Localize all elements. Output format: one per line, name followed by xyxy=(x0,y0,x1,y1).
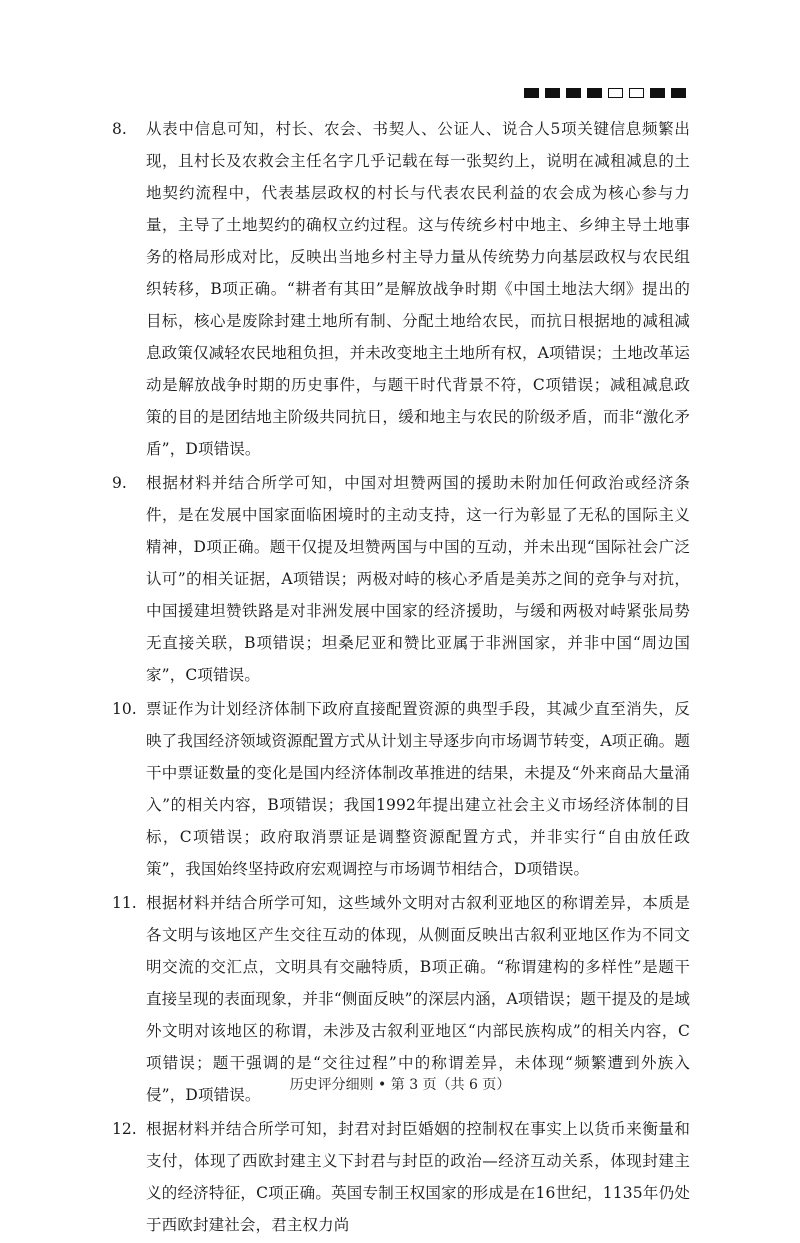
item-text: 根据材料并结合所学可知，这些域外文明对古叙利亚地区的称谓差异，本质是各文明与该地区产生交往互动的体现，从侧面反映出古叙利亚地区作为不同文明交流的交汇点，文明具有交融特质，B项正确。“称谓建构的多样性”是题干直接呈现的表面现象，并非“侧面反映”的深层内涵，A项错误；题干提及的是域外文明对该地区的称谓，未涉及古叙利亚地区“内部民族构成”的相关内容，C项错误；题干强调的是“交往过程”中的称谓差异，未体现“频繁遭到外族入侵”，D项错误。 xyxy=(146,894,690,1104)
item-number: 9. xyxy=(112,474,127,492)
item-number: 11. xyxy=(112,894,137,912)
item-text: 根据材料并结合所学可知，中国对坦赞两国的援助未附加任何政治或经济条件，是在发展中国家面临困境时的主动支持，这一行为彰显了无私的国际主义精神，D项正确。题干仅提及坦赞两国与中国的互动，并未出现“国际社会广泛认可”的相关证据，A项错误；两极对峙的核心矛盾是美苏之间的竞争与对抗，中国援建坦赞铁路是对非洲发展中国家的经济援助，与缓和两极对峙紧张局势无直接关联，B项错误；坦桑尼亚和赞比亚属于非洲国家，并非中国“周边国家”，C项错误。 xyxy=(146,474,690,684)
answer-item-12 xyxy=(112,1113,690,1241)
header-mark xyxy=(608,88,623,98)
header-mark xyxy=(650,88,665,98)
header-mark xyxy=(587,88,602,98)
header-marks xyxy=(524,88,686,98)
item-number: 8. xyxy=(112,120,127,138)
item-number: 12. xyxy=(112,1120,137,1138)
page-footer: 历史评分细则 • 第 3 页（共 6 页） xyxy=(289,1077,511,1093)
header-mark xyxy=(566,88,581,98)
answer-item-10 xyxy=(112,693,690,885)
item-text: 票证作为计划经济体制下政府直接配置资源的典型手段，其减少直至消失，反映了我国经济领域资源配置方式从计划主导逐步向市场调节转变，A项正确。题干中票证数量的变化是国内经济体制改革推进的结果，未提及“外来商品大量涌入”的相关内容，B项错误；我国1992年提出建立社会主义市场经济体制的目标，C项错误；政府取消票证是调整资源配置方式，并非实行“自由放任政策”，我国始终坚持政府宏观调控与市场调节相结合，D项错误。 xyxy=(146,700,690,878)
answer-item-9 xyxy=(112,467,690,691)
item-text: 根据材料并结合所学可知，封君对封臣婚姻的控制权在事实上以货币来衡量和支付，体现了西欧封建主义下封君与封臣的政治—经济互动关系，体现封建主义的经济特征，C项正确。英国专制王权国家的形成是在16世纪，1135年仍处于西欧封建社会，君主权力尚 xyxy=(146,1120,690,1234)
header-mark xyxy=(524,88,539,98)
item-text: 从表中信息可知，村长、农会、书契人、公证人、说合人5项关键信息频繁出现，且村长及农救会主任名字几乎记载在每一张契约上，说明在减租减息的土地契约流程中，代表基层政权的村长与代表农民利益的农会成为核心参与力量，主导了土地契约的确权立约过程。这与传统乡村中地主、乡绅主导土地事务的格局形成对比，反映出当地乡村主导力量从传统势力向基层政权与农民组织转移，B项正确。“耕者有其田”是解放战争时期《中国土地法大纲》提出的目标，核心是废除封建土地所有制、分配土地给农民，而抗日根据地的减租减息政策仅减轻农民地租负担，并未改变地主土地所有权，A项错误；土地改革运动是解放战争时期的历史事件，与题干时代背景不符，C项错误；减租减息政策的目的是团结地主阶级共同抗日，缓和地主与农民的阶级矛盾，而非“激化矛盾”，D项错误。 xyxy=(146,120,690,458)
item-number: 10. xyxy=(112,700,137,718)
header-mark xyxy=(629,88,644,98)
answer-item-8 xyxy=(112,113,690,465)
header-mark xyxy=(545,88,560,98)
header-mark xyxy=(671,88,686,98)
